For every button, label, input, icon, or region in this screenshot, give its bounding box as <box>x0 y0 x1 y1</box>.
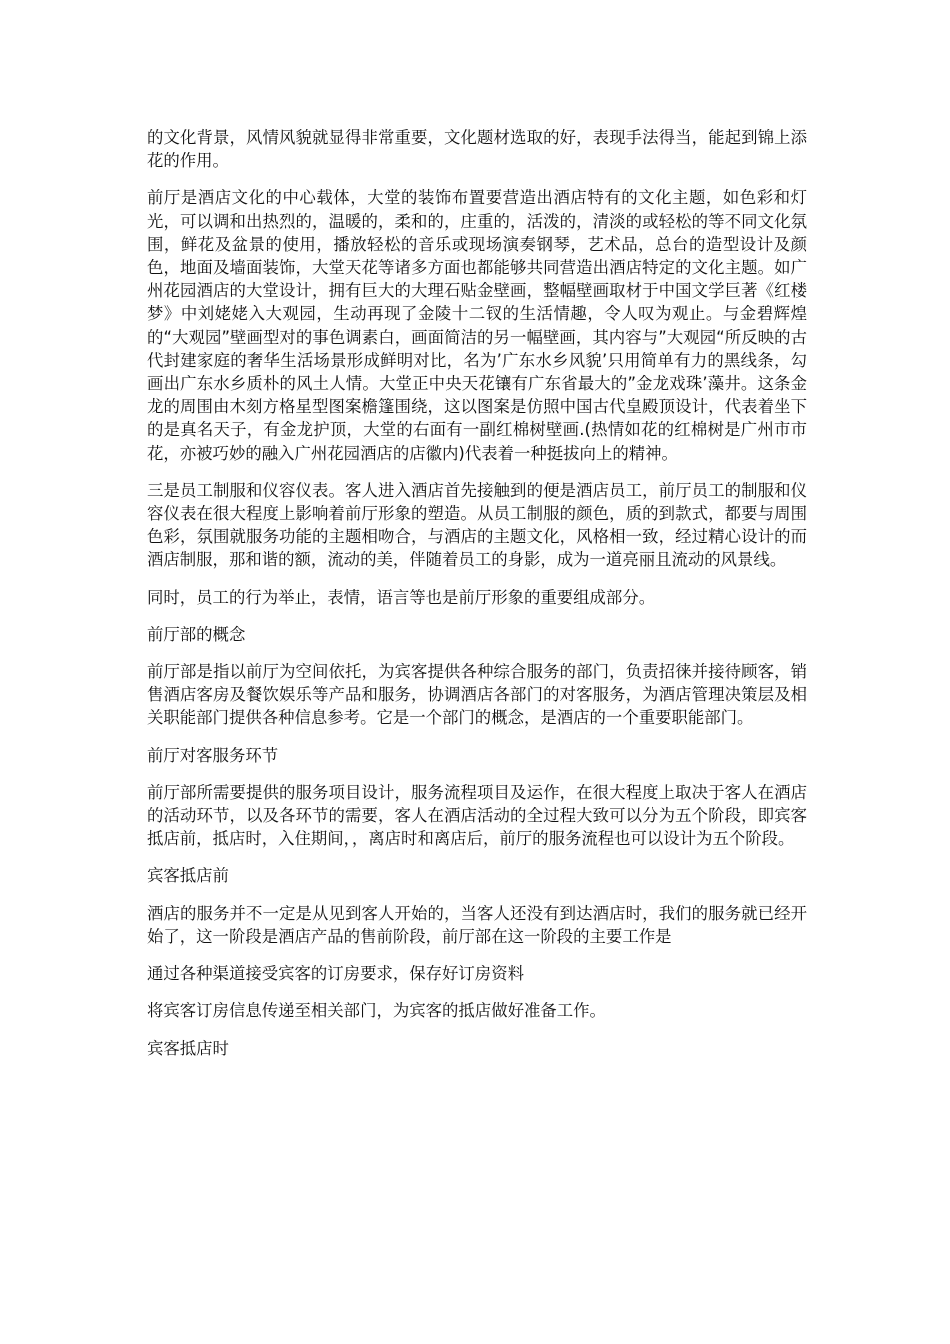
paragraph-staff-uniform: 三是员工制服和仪容仪表。客人进入酒店首先接触到的便是酒店员工，前厅员工的制服和仪容仪表在很大程度上影响着前厅形象的塑造。从员工制服的颜色，质的到款式，都要与周围色彩，氛围就服务功能的主题相吻合，与酒店的主题文化，风格相一致，经过精心设计的而酒店制服，那和谐的额，流动的美，伴随着员工的身影，成为一道亮丽且流动的风景线。 <box>147 480 807 570</box>
paragraph-front-office-definition: 前厅部是指以前厅为空间依托，为宾客提供各种综合服务的部门，负责招徕并接待顾客，销售酒店客房及餐饮娱乐等产品和服务，协调酒店各部门的对客服务，为酒店管理决策层及相关职能部门提供各种信息参考。它是一个部门的概念，是酒店的一个重要职能部门。 <box>147 662 807 728</box>
paragraph-staff-behavior: 同时，员工的行为举止，表情，语言等也是前厅形象的重要组成部分。 <box>147 587 656 607</box>
paragraph-service-stages: 前厅部所需要提供的服务项目设计，服务流程项目及运作，在很大程度上取决于客人在酒店的活动环节，以及各环节的需要，客人在酒店活动的全过程大致可以分为五个阶段，即宾客抵店前，抵店时，入住期间，，离店时和离店后，前厅的服务流程也可以设计为五个阶段。 <box>147 782 807 849</box>
paragraph-cultural-background: 的文化背景，风情风貌就显得非常重要，文化题材选取的好，表现手法得当，能起到锦上添花的作用。 <box>147 128 807 171</box>
paragraph-before-arrival: 酒店的服务并不一定是从见到客人开始的，当客人还没有到达酒店时，我们的服务就已经开始了，这一阶段是酒店产品的售前阶段，前厅部在这一阶段的主要工作是 <box>147 903 807 946</box>
paragraph-reservation-intake: 通过各种渠道接受宾客的订房要求，保存好订房资料 <box>147 964 524 984</box>
heading-service-stages: 前厅对客服务环节 <box>147 745 279 765</box>
paragraph-reservation-transfer: 将宾客订房信息传递至相关部门，为宾客的抵店做好准备工作。 <box>147 1001 606 1021</box>
heading-on-arrival: 宾客抵店时 <box>147 1038 229 1058</box>
document-page <box>147 126 807 1074</box>
heading-before-arrival: 宾客抵店前 <box>147 866 229 886</box>
heading-front-office-concept: 前厅部的概念 <box>147 624 246 644</box>
paragraph-lobby-culture: 前厅是酒店文化的中心载体，大堂的装饰布置要营造出酒店特有的文化主题，如色彩和灯光，可以调和出热烈的，温暖的，柔和的，庄重的，活泼的，清淡的或轻松的等不同文化氛围，鲜花及盆景的使用，播放轻松的音乐或现场演奏钢琴，艺术品，总台的造型设计及颜色，地面及墙面装饰，大堂天花等诸多方面也都能够共同营造出酒店特定的文化主题。如广州花园酒店的大堂设计，拥有巨大的大理石贴金壁画，整幅壁画取材于中国文学巨著《红楼梦》中刘姥姥入大观园，生动再现了金陵十二钗的生活情趣，令人叹为观止。与金碧辉煌的“大观园”壁画型对的事色调素白，画面简洁的另一幅壁画，其内容与”大观园“所反映的古代封建家庭的奢华生活场景形成鲜明对比，名为’广东水乡风貌’只用简单有力的黑线条，勾画出广东水乡质朴的风土人情。大堂正中央天花镶有广东省最大的”金龙戏珠’藻井。这条金龙的周围由木刻方格星型图案檐篷围绕，这以图案是仿照中国古代皇殿顶设计，代表着坐下的是真名天子，有金龙护顶，大堂的右面有一副红棉树壁画.(热情如花的红棉树是广州市市花，亦被巧妙的融入广州花园酒店的店徽内)代表着一种挺拔向上的精神。 <box>147 188 807 463</box>
